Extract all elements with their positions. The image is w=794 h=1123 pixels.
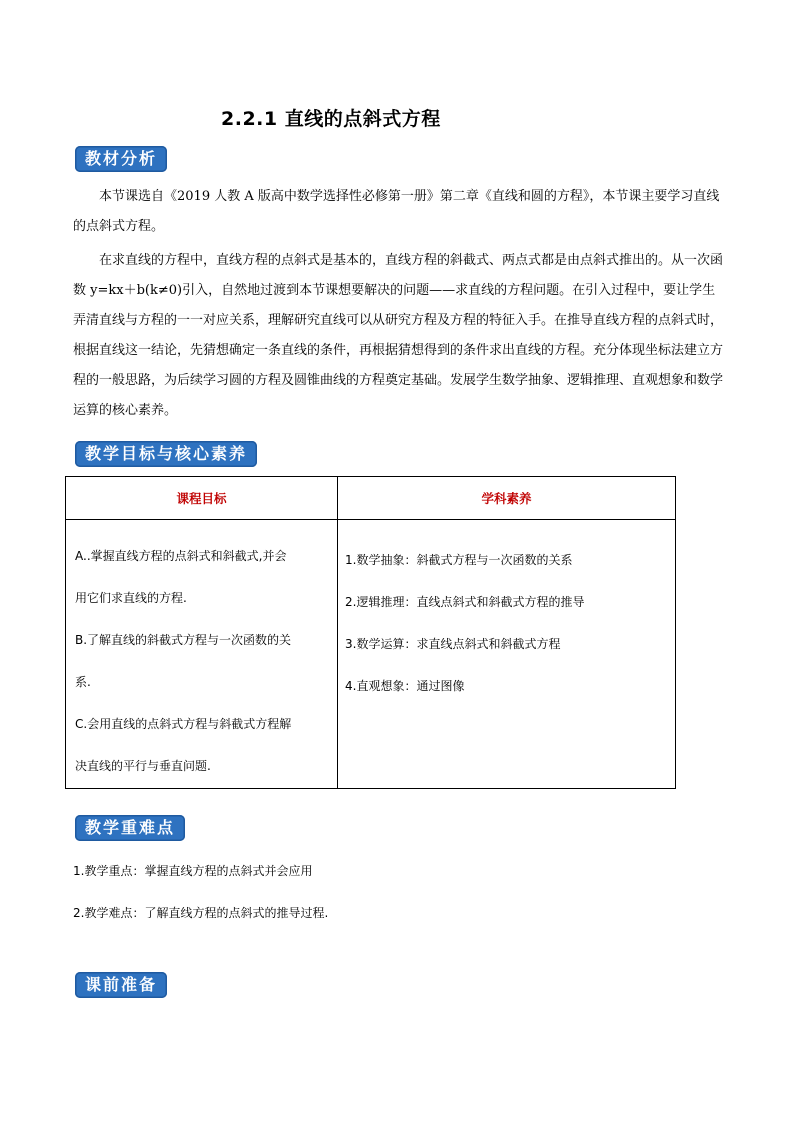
goals-table-header-row <box>66 477 676 520</box>
course-goals-cell <box>66 520 338 789</box>
literacy-list <box>339 521 674 707</box>
literacy-item: 2.逻辑推理：直线点斜式和斜截式方程的推导 <box>345 595 585 609</box>
literacy-cell <box>338 520 676 789</box>
analysis-text-1: 本节课选自《2019 人教 A 版高中数学选择性必修第一册》第二章《直线和圆的方程》，本节课主要学习直线的点斜式方程。 <box>73 189 720 234</box>
header-course-goals: 课程目标 <box>66 477 338 520</box>
section-label-goals: 教学目标与核心素养 <box>75 441 257 467</box>
literacy-item: 4.直观想象：通过图像 <box>345 679 465 693</box>
course-goal-line: C.会用直线的点斜式方程与斜截式方程解 <box>75 717 292 731</box>
section-label-analysis: 教材分析 <box>75 146 167 172</box>
course-goal-line: A..掌握直线方程的点斜式和斜截式,并会 <box>75 549 287 563</box>
course-goal-line: 系. <box>75 675 91 689</box>
analysis-text-2: 在求直线的方程中，直线方程的点斜式是基本的，直线方程的斜截式、两点式都是由点斜式推出的。从一次函数 y=kx＋b(k≠0)引入，自然地过渡到本节课想要解决的问题——求直线的方程问题。在引入过程中，要让学生弄清直线与方程的一一对应关系，理解研究直线可以从研究方程及方程的特征入手。在推导直线方程的点斜式时，根据直线这一结论，先猜想确定一条直线的条件，再根据猜想得到的条件求出直线的方程。充分体现坐标法建立方程的一般思路，为后续学习圆的方程及圆锥曲线的方程奠定基础。发展学生数学抽象、逻辑推理、直观想象和数学运算的核心素养。 <box>73 253 724 418</box>
course-goal-line: B.了解直线的斜截式方程与一次函数的关 <box>75 633 292 647</box>
section-label-prep: 课前准备 <box>75 972 167 998</box>
goals-table <box>65 476 676 789</box>
analysis-paragraph-1 <box>73 182 724 242</box>
literacy-item: 1.数学抽象：斜截式方程与一次函数的关系 <box>345 553 573 567</box>
goals-table-row <box>66 520 676 789</box>
key-point: 1.教学重点：掌握直线方程的点斜式并会应用 <box>73 864 313 878</box>
course-goal-line: 用它们求直线的方程. <box>75 591 187 605</box>
analysis-paragraph-2 <box>73 246 724 426</box>
literacy-item: 3.数学运算：求直线点斜式和斜截式方程 <box>345 637 561 651</box>
header-literacy: 学科素养 <box>338 477 676 520</box>
section-label-keypoints: 教学重难点 <box>75 815 185 841</box>
course-goals-list <box>67 521 336 787</box>
difficult-point: 2.教学难点：了解直线方程的点斜式的推导过程. <box>73 906 329 920</box>
page-title: 2.2.1 直线的点斜式方程 <box>221 108 441 130</box>
course-goal-line: 决直线的平行与垂直问题. <box>75 759 211 773</box>
